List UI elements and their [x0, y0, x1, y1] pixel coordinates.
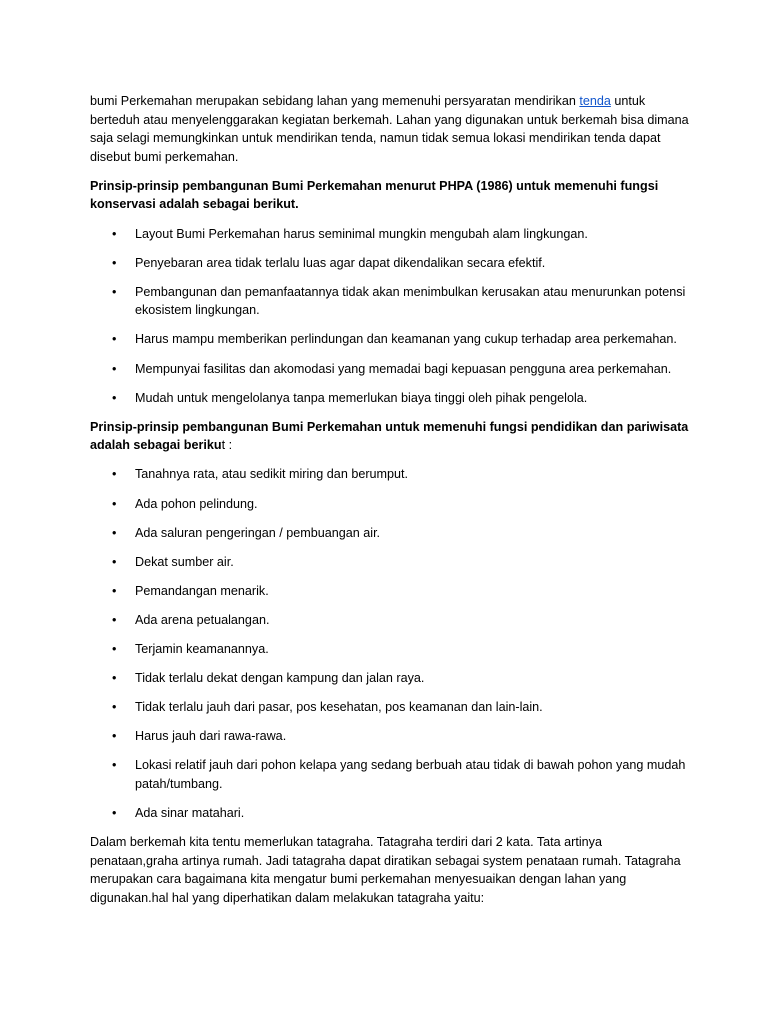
- list-item: [90, 495, 690, 514]
- list-item-text: Tidak terlalu jauh dari pasar, pos kesehatan, pos keamanan dan lain-lain.: [135, 700, 543, 715]
- list-item: [90, 611, 690, 630]
- list-item: [90, 804, 690, 823]
- list-item-text: Dekat sumber air.: [135, 554, 234, 569]
- list-item-text: Layout Bumi Perkemahan harus seminimal mungkin mengubah alam lingkungan.: [135, 226, 588, 241]
- list-item-text: Ada pohon pelindung.: [135, 496, 258, 511]
- list-item-text: Ada saluran pengeringan / pembuangan air.: [135, 525, 381, 540]
- list-item: [90, 389, 690, 408]
- bullet-icon: •: [112, 583, 117, 598]
- intro-text-before-link: bumi Perkemahan merupakan sebidang lahan yang memenuhi persyaratan mendirikan: [90, 94, 580, 108]
- list-item: [90, 225, 690, 244]
- bullet-icon: •: [112, 226, 117, 241]
- list-item: [90, 524, 690, 543]
- intro-paragraph: [90, 92, 690, 166]
- list-item-text: Pembangunan dan pemanfaatannya tidak akan menimbulkan kerusakan atau menurunkan potensi ekosistem lingkungan.: [135, 284, 686, 318]
- list-item: [90, 283, 690, 320]
- list-item-text: Ada arena petualangan.: [135, 612, 270, 627]
- document-page: [90, 92, 690, 918]
- bullet-icon: •: [112, 496, 117, 511]
- intro-text-after-link: untuk berteduh atau menyelenggarakan kegiatan berkemah. Lahan yang digunakan untuk berkemah bisa dimana saja selagi memungkinkan untuk mendirikan tenda, namun tidak semua lokasi mendirikan tenda dapat disebut bumi perkemahan.: [90, 94, 689, 164]
- list-item-text: Harus jauh dari rawa-rawa.: [135, 729, 287, 744]
- bullet-icon: •: [112, 284, 117, 299]
- bullet-icon: •: [112, 361, 117, 376]
- list-item-text: Mempunyai fasilitas dan akomodasi yang memadai bagi kepuasan pengguna area perkemahan.: [135, 361, 672, 376]
- list-item-text: Harus mampu memberikan perlindungan dan keamanan yang cukup terhadap area perkemahan.: [135, 332, 677, 347]
- list-item: [90, 756, 690, 793]
- section1-heading: Prinsip-prinsip pembangunan Bumi Perkemahan menurut PHPA (1986) untuk memenuhi fungsi konservasi adalah sebagai berikut.: [90, 178, 659, 212]
- bullet-icon: •: [112, 758, 117, 773]
- list-item: [90, 553, 690, 572]
- bullet-icon: •: [112, 332, 117, 347]
- list-item-text: Pemandangan menarik.: [135, 583, 269, 598]
- list-item-text: Ada sinar matahari.: [135, 806, 245, 821]
- list-item-text: Terjamin keamanannya.: [135, 641, 269, 656]
- bullet-icon: •: [112, 525, 117, 540]
- section2-heading-tail: t :: [221, 438, 233, 453]
- bullet-icon: •: [112, 806, 117, 821]
- bullet-icon: •: [112, 671, 117, 686]
- list-item-text: Tidak terlalu dekat dengan kampung dan jalan raya.: [135, 671, 425, 686]
- bullet-icon: •: [112, 641, 117, 656]
- bullet-icon: •: [112, 255, 117, 270]
- list-item: [90, 360, 690, 379]
- tenda-link[interactable]: tenda: [579, 94, 611, 108]
- list-item: [90, 330, 690, 349]
- list-item: [90, 465, 690, 484]
- bullet-icon: •: [112, 700, 117, 715]
- list-item: [90, 640, 690, 659]
- closing-paragraph: Dalam berkemah kita tentu memerlukan tatagraha. Tatagraha terdiri dari 2 kata. Tata artinya penataan,graha artinya rumah. Jadi tatagraha dapat diratikan sebagai system penataan rumah. Tatagraha merupakan cara bagaimana kita mengatur bumi perkemahan menyesuaikan dengan lahan yang digunakan.hal hal yang diperhatikan dalam melakukan tatagraha yaitu:: [90, 835, 681, 905]
- bullet-icon: •: [112, 554, 117, 569]
- list-item: [90, 582, 690, 601]
- bullet-icon: •: [112, 612, 117, 627]
- section2-list: [90, 465, 690, 822]
- list-item-text: Tanahnya rata, atau sedikit miring dan berumput.: [135, 467, 409, 482]
- list-item-text: Mudah untuk mengelolanya tanpa memerlukan biaya tinggi oleh pihak pengelola.: [135, 390, 588, 405]
- section2-heading: [90, 418, 690, 455]
- bullet-icon: •: [112, 390, 117, 405]
- list-item: [90, 254, 690, 273]
- section2-heading-bold: Prinsip-prinsip pembangunan Bumi Perkemahan untuk memenuhi fungsi pendidikan dan pariwisata adalah sebagai beriku: [90, 419, 689, 453]
- section1-list: [90, 225, 690, 408]
- list-item: [90, 698, 690, 717]
- bullet-icon: •: [112, 729, 117, 744]
- list-item-text: Penyebaran area tidak terlalu luas agar dapat dikendalikan secara efektif.: [135, 255, 546, 270]
- list-item: [90, 669, 690, 688]
- list-item: [90, 727, 690, 746]
- bullet-icon: •: [112, 467, 117, 482]
- list-item-text: Lokasi relatif jauh dari pohon kelapa yang sedang berbuah atau tidak di bawah pohon yang mudah patah/tumbang.: [135, 758, 686, 791]
